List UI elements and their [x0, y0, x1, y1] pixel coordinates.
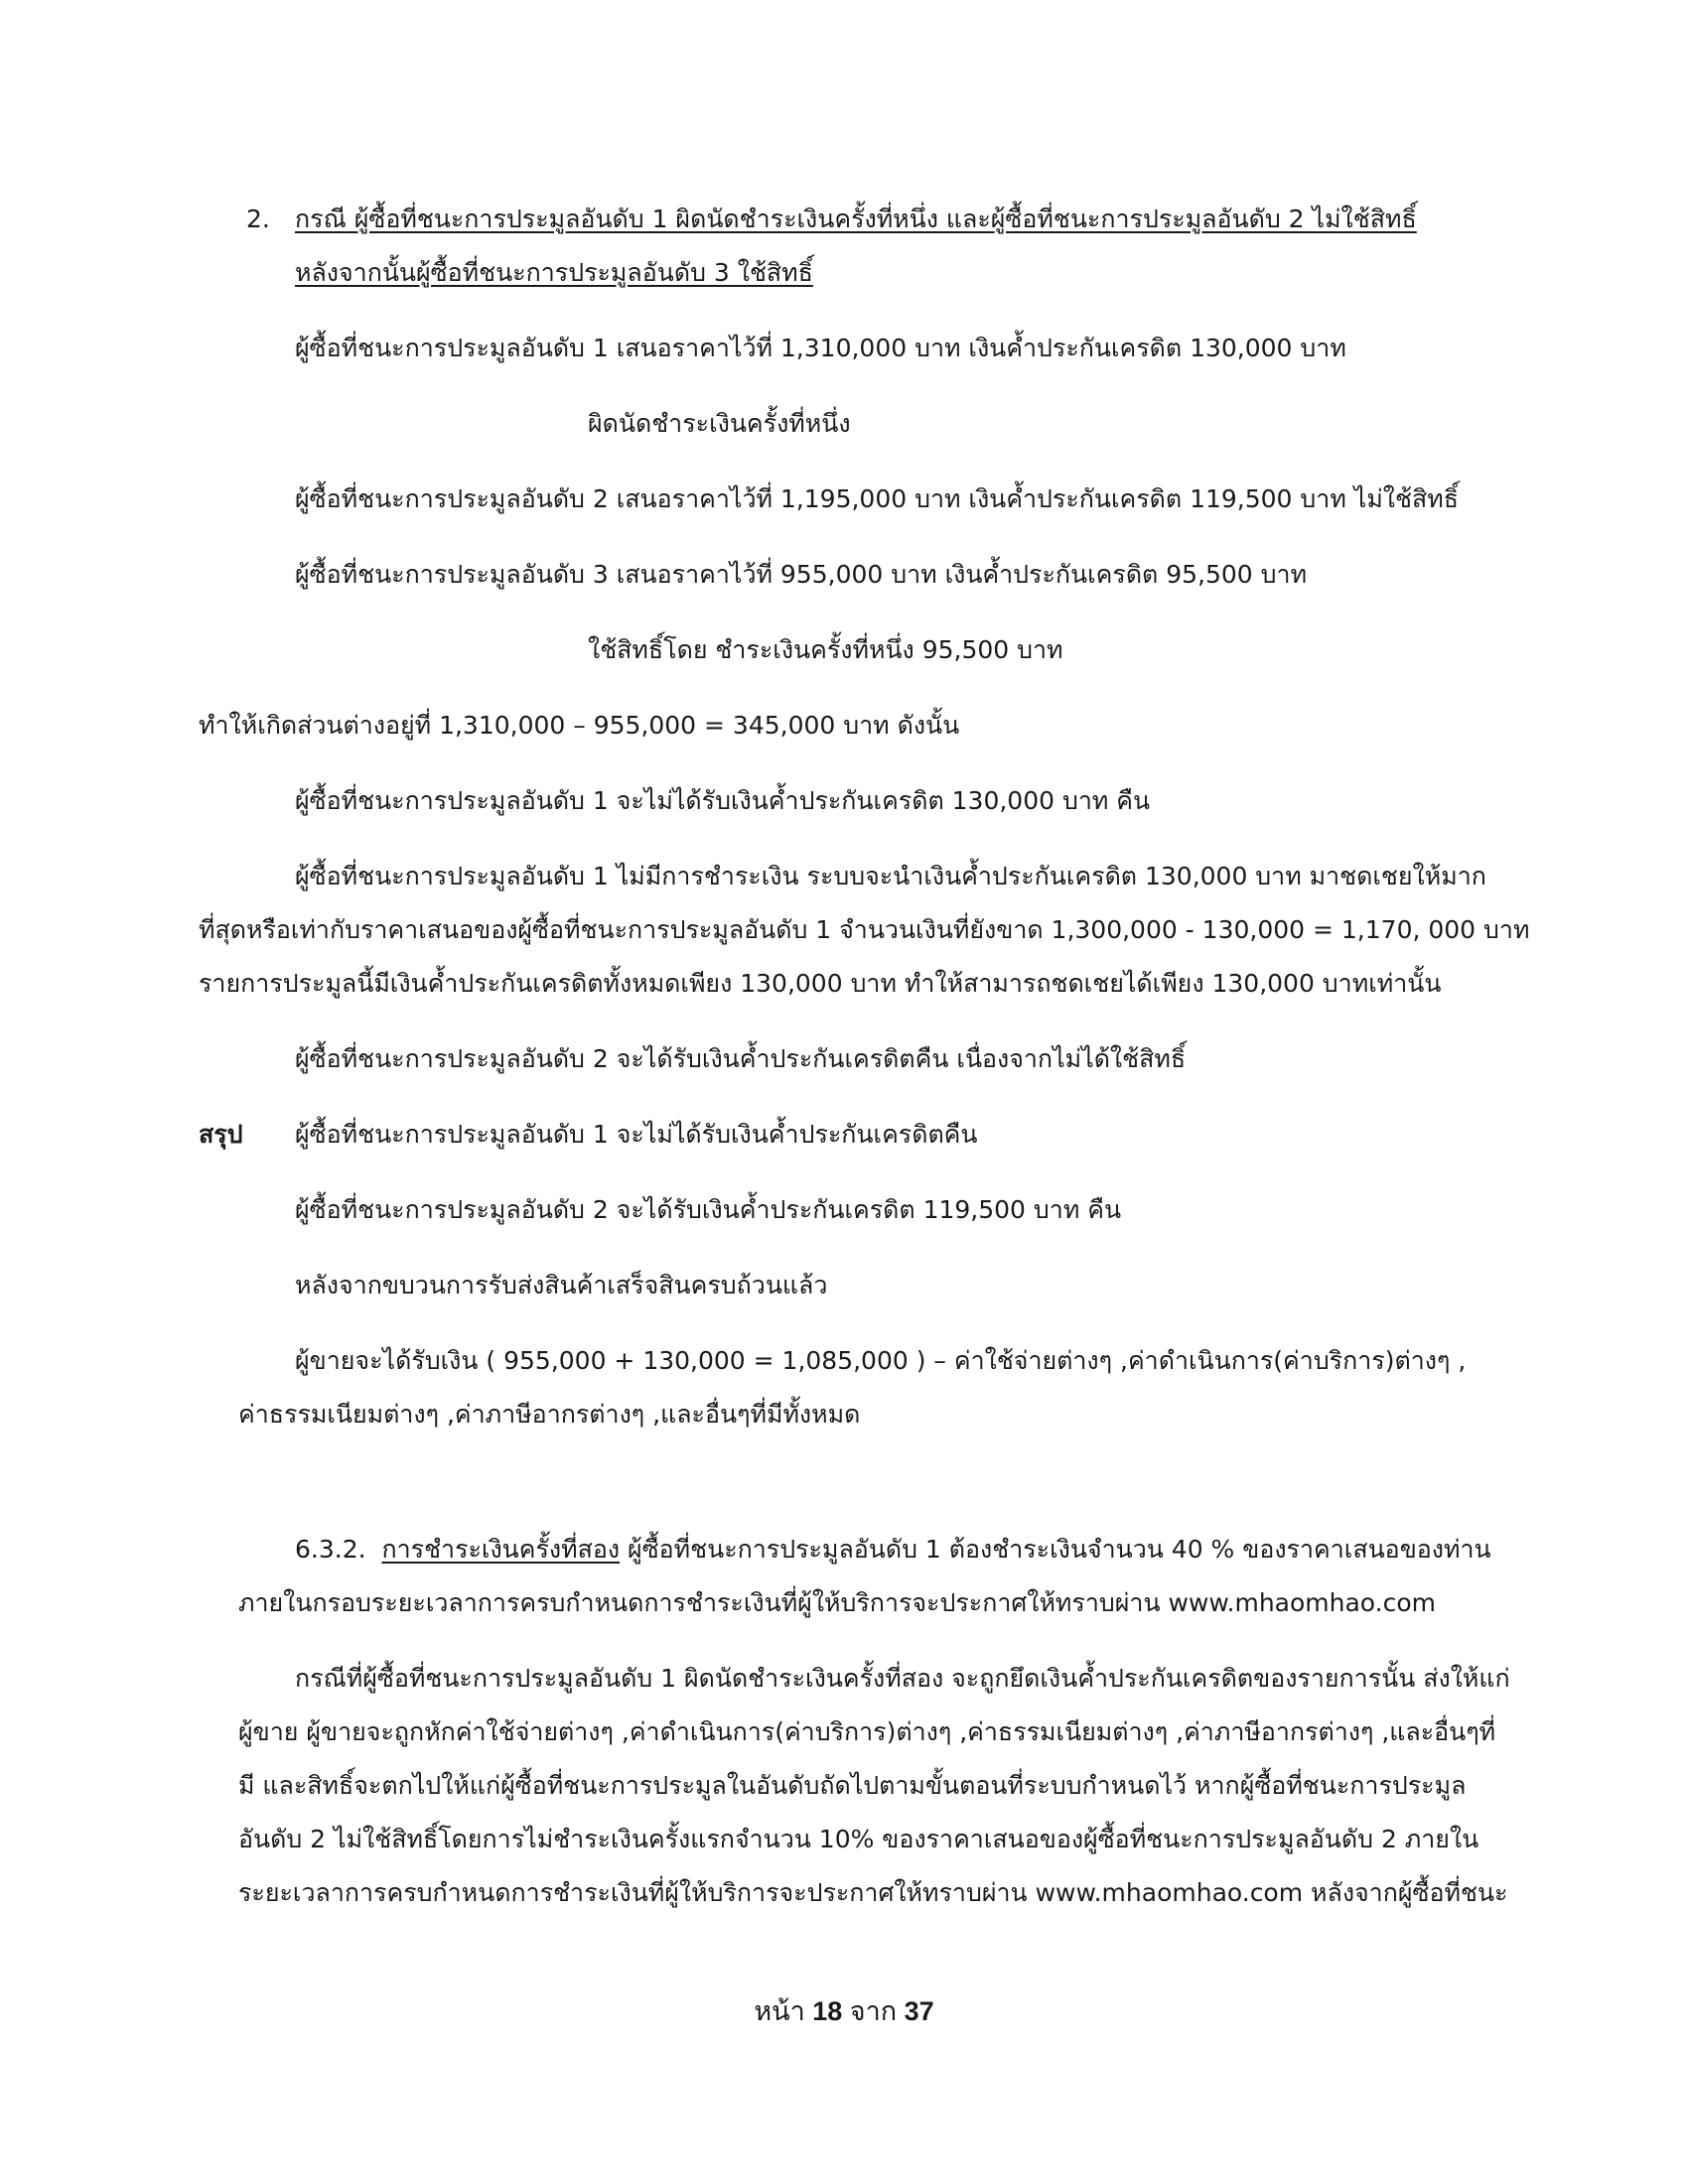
default-para-line1: กรณีที่ผู้ซื้อที่ชนะการประมูลอันดับ 1 ผิดนัดชำระเงินครั้งที่สอง จะถูกยึดเงินค้ำประกันเครดิตของรายการนั้น ส่งให้แก่ — [295, 1664, 1510, 1693]
winner3-status: ใช้สิทธิ์โดย ชำระเงินครั้งที่หนึ่ง 95,500 บาท — [588, 635, 1063, 664]
page-footer — [0, 1989, 1688, 2032]
footer-prefix: หน้า — [754, 1996, 813, 2026]
summary-line3: หลังจากขบวนการรับส่งสินค้าเสร็จสินครบถ้วนแล้ว — [295, 1271, 828, 1299]
case-title-line1: กรณี ผู้ซื้อที่ชนะการประมูลอันดับ 1 ผิดนัดชำระเงินครั้งที่หนึ่ง และผู้ซื้อที่ชนะการประมูลอันดับ 2 ไม่ใช้สิทธิ์ — [295, 205, 1417, 233]
summary-line2: ผู้ซื้อที่ชนะการประมูลอันดับ 2 จะได้รับเงินค้ำประกันเครดิต 119,500 บาท คืน — [295, 1195, 1122, 1224]
winner2-line: ผู้ซื้อที่ชนะการประมูลอันดับ 2 เสนอราคาไว้ที่ 1,195,000 บาท เงินค้ำประกันเครดิต 119,500 บาท ไม่ใช้สิทธิ์ — [295, 484, 1459, 513]
difference-line: ทำให้เกิดส่วนต่างอยู่ที่ 1,310,000 – 955,000 = 345,000 บาท ดังนั้น — [199, 711, 960, 740]
default-para-line3: มี และสิทธิ์จะตกไปให้แก่ผู้ซื้อที่ชนะการประมูลในอันดับถัดไปตามขั้นตอนที่ระบบกำหนดไว้ หากผู้ซื้อที่ชนะการประมูล — [238, 1771, 1467, 1800]
default-para-line5: ระยะเวลาการครบกำหนดการชำระเงินที่ผู้ให้บริการจะประกาศให้ทราบผ่าน www.mhaomhao.com หลังจากผู้ซื้อที่ชนะ — [238, 1878, 1508, 1907]
compensation-para-line2: ที่สุดหรือเท่ากับราคาเสนอของผู้ซื้อที่ชนะการประมูลอันดับ 1 จำนวนเงินที่ยังขาด 1,300,000 - 130,000 = 1,170, 000 บาท — [199, 915, 1530, 944]
default-para-line4: อันดับ 2 ไม่ใช้สิทธิ์โดยการไม่ชำระเงินครั้งแรกจำนวน 10% ของราคาเสนอของผู้ซื้อที่ชนะการประมูลอันดับ 2 ภายใน — [238, 1825, 1479, 1853]
winner1-line: ผู้ซื้อที่ชนะการประมูลอันดับ 1 เสนอราคาไว้ที่ 1,310,000 บาท เงินค้ำประกันเครดิต 130,000 บาท — [295, 334, 1346, 362]
summary-label: สรุป — [199, 1120, 243, 1149]
winner3-line: ผู้ซื้อที่ชนะการประมูลอันดับ 3 เสนอราคาไว้ที่ 955,000 บาท เงินค้ำประกันเครดิต 95,500 บาท — [295, 560, 1308, 589]
compensation-para-line3: รายการประมูลนี้มีเงินค้ำประกันเครดิตทั้งหมดเพียง 130,000 บาท ทำให้สามารถชดเชยได้เพียง 130,000 บาทเท่านั้น — [199, 969, 1442, 998]
footer-page-total: 37 — [904, 1996, 934, 2026]
footer-middle: จาก — [842, 1996, 905, 2026]
summary-line5: ค่าธรรมเนียมต่างๆ ,ค่าภาษีอากรต่างๆ ,และอื่นๆที่มีทั้งหมด — [238, 1400, 861, 1429]
case-title-line2: หลังจากนั้นผู้ซื้อที่ชนะการประมูลอันดับ 3 ใช้สิทธิ์ — [295, 258, 813, 287]
compensation-para-line1: ผู้ซื้อที่ชนะการประมูลอันดับ 1 ไม่มีการชำระเงิน ระบบจะนำเงินค้ำประกันเครดิต 130,000 บาท มาชดเชยให้มาก — [295, 862, 1486, 890]
result2-line: ผู้ซื้อที่ชนะการประมูลอันดับ 2 จะได้รับเงินค้ำประกันเครดิตคืน เนื่องจากไม่ได้ใช้สิทธิ์ — [295, 1044, 1187, 1073]
result1-line: ผู้ซื้อที่ชนะการประมูลอันดับ 1 จะไม่ได้รับเงินค้ำประกันเครดิต 130,000 บาท คืน — [295, 786, 1151, 815]
case-number: 2. — [246, 205, 270, 233]
section-line1-text: ผู้ซื้อที่ชนะการประมูลอันดับ 1 ต้องชำระเงินจำนวน 40 % ของราคาเสนอของท่าน — [620, 1535, 1491, 1564]
section-line2: ภายในกรอบระยะเวลาการครบกำหนดการชำระเงินที่ผู้ให้บริการจะประกาศให้ทราบผ่าน www.mhaomhao.com — [238, 1588, 1436, 1617]
summary-line4: ผู้ขายจะได้รับเงิน ( 955,000 + 130,000 = 1,085,000 ) – ค่าใช้จ่ายต่างๆ ,ค่าดำเนินการ(ค่าบริการ)ต่างๆ , — [295, 1346, 1467, 1375]
section-line1 — [295, 1533, 1491, 1567]
section-number: 6.3.2. — [295, 1535, 366, 1564]
winner1-status: ผิดนัดชำระเงินครั้งที่หนึ่ง — [588, 409, 851, 438]
summary-line1: ผู้ซื้อที่ชนะการประมูลอันดับ 1 จะไม่ได้รับเงินค้ำประกันเครดิตคืน — [295, 1120, 978, 1149]
footer-page-number: 18 — [812, 1996, 843, 2026]
section-heading: การชำระเงินครั้งที่สอง — [381, 1535, 621, 1564]
default-para-line2: ผู้ขาย ผู้ขายจะถูกหักค่าใช้จ่ายต่างๆ ,ค่าดำเนินการ(ค่าบริการ)ต่างๆ ,ค่าธรรมเนียมต่างๆ ,ค่าภาษีอากรต่างๆ ,และอื่นๆที่ — [238, 1717, 1496, 1746]
